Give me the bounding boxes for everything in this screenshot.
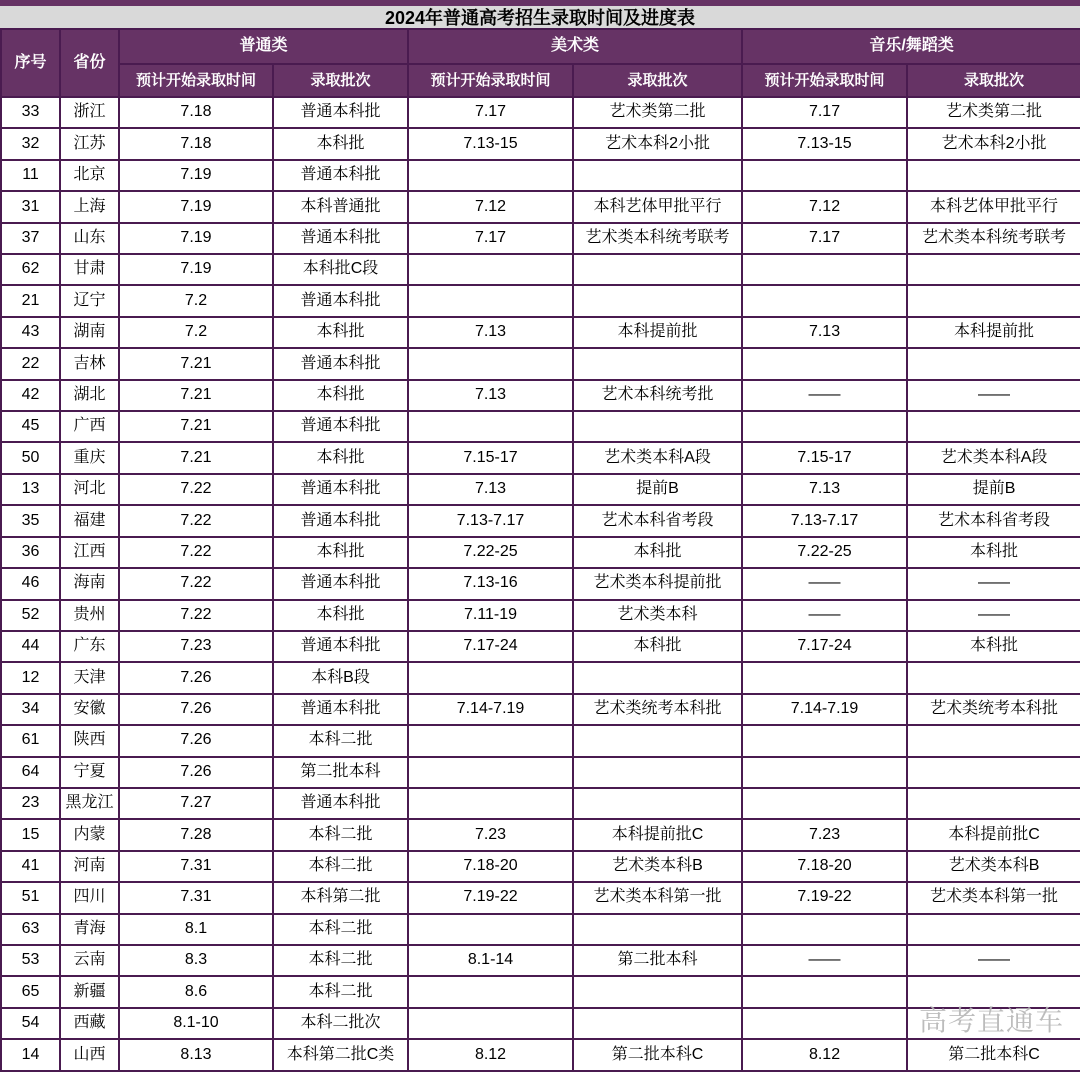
header-group-row	[1, 29, 1080, 64]
cell-province: 湖南	[60, 317, 119, 348]
cell-art_batch	[573, 285, 742, 316]
col-header-province: 省份	[60, 29, 119, 97]
cell-regular_batch: 本科二批	[273, 914, 408, 945]
cell-art_time: 7.18-20	[408, 851, 573, 882]
cell-regular_batch: 本科批	[273, 537, 408, 568]
table-row	[1, 976, 1080, 1007]
table-row	[1, 380, 1080, 411]
cell-regular_time: 8.13	[119, 1039, 273, 1071]
cell-art_time: 7.13-15	[408, 128, 573, 159]
cell-music_batch: ——	[907, 568, 1080, 599]
cell-regular_time: 7.18	[119, 97, 273, 128]
cell-regular_batch: 普通本科批	[273, 97, 408, 128]
cell-music_batch: ——	[907, 600, 1080, 631]
cell-province: 天津	[60, 662, 119, 693]
cell-regular_batch: 本科批	[273, 600, 408, 631]
cell-no: 50	[1, 442, 60, 473]
cell-music_time: 7.13-15	[742, 128, 907, 159]
cell-regular_batch: 普通本科批	[273, 568, 408, 599]
cell-music_time: 7.14-7.19	[742, 694, 907, 725]
cell-regular_batch: 普通本科批	[273, 631, 408, 662]
table-row	[1, 788, 1080, 819]
table-row	[1, 505, 1080, 536]
cell-regular_time: 7.26	[119, 694, 273, 725]
cell-art_batch: 艺术类统考本科批	[573, 694, 742, 725]
cell-art_batch	[573, 411, 742, 442]
cell-regular_time: 7.18	[119, 128, 273, 159]
cell-art_batch: 艺术类本科统考联考	[573, 223, 742, 254]
cell-art_batch: 本科提前批	[573, 317, 742, 348]
cell-music_batch: 提前B	[907, 474, 1080, 505]
table-row	[1, 662, 1080, 693]
cell-regular_batch: 普通本科批	[273, 160, 408, 191]
table-row	[1, 317, 1080, 348]
cell-regular_batch: 本科二批	[273, 976, 408, 1007]
table-row	[1, 254, 1080, 285]
cell-art_time	[408, 757, 573, 788]
cell-regular_time: 7.23	[119, 631, 273, 662]
cell-art_time: 8.12	[408, 1039, 573, 1071]
cell-music_time: 7.13-7.17	[742, 505, 907, 536]
cell-music_batch	[907, 254, 1080, 285]
cell-no: 23	[1, 788, 60, 819]
cell-art_batch	[573, 160, 742, 191]
cell-music_batch: 本科批	[907, 537, 1080, 568]
cell-regular_batch: 普通本科批	[273, 474, 408, 505]
cell-regular_batch: 本科普通批	[273, 191, 408, 222]
cell-music_time	[742, 976, 907, 1007]
cell-music_time: 7.18-20	[742, 851, 907, 882]
cell-no: 62	[1, 254, 60, 285]
cell-music_batch: 本科提前批	[907, 317, 1080, 348]
cell-art_batch	[573, 1008, 742, 1039]
cell-art_time: 7.13	[408, 317, 573, 348]
cell-music_time: 7.12	[742, 191, 907, 222]
table-row	[1, 725, 1080, 756]
cell-province: 福建	[60, 505, 119, 536]
cell-province: 海南	[60, 568, 119, 599]
cell-art_time: 7.12	[408, 191, 573, 222]
table-row	[1, 97, 1080, 128]
cell-regular_time: 7.21	[119, 442, 273, 473]
cell-regular_time: 7.21	[119, 348, 273, 379]
cell-art_time	[408, 1008, 573, 1039]
admission-schedule-table	[0, 28, 1080, 1072]
cell-province: 西藏	[60, 1008, 119, 1039]
cell-province: 河南	[60, 851, 119, 882]
col-header-music-time: 预计开始录取时间	[742, 64, 907, 97]
cell-art_batch	[573, 788, 742, 819]
cell-art_batch: 艺术本科省考段	[573, 505, 742, 536]
cell-no: 45	[1, 411, 60, 442]
cell-regular_batch: 本科批	[273, 380, 408, 411]
cell-art_batch: 本科批	[573, 631, 742, 662]
cell-regular_time: 8.1-10	[119, 1008, 273, 1039]
cell-no: 61	[1, 725, 60, 756]
cell-music_time	[742, 160, 907, 191]
cell-no: 12	[1, 662, 60, 693]
cell-art_batch	[573, 662, 742, 693]
cell-no: 31	[1, 191, 60, 222]
cell-art_batch: 本科批	[573, 537, 742, 568]
table-row	[1, 191, 1080, 222]
cell-regular_batch: 本科第二批	[273, 882, 408, 913]
cell-art_time: 7.22-25	[408, 537, 573, 568]
cell-music_batch	[907, 725, 1080, 756]
table-row	[1, 819, 1080, 850]
cell-no: 21	[1, 285, 60, 316]
page-title: 2024年普通高考招生录取时间及进度表	[384, 8, 696, 28]
cell-regular_time: 7.26	[119, 725, 273, 756]
cell-province: 重庆	[60, 442, 119, 473]
cell-province: 新疆	[60, 976, 119, 1007]
cell-music_time	[742, 757, 907, 788]
table-row	[1, 1039, 1080, 1071]
cell-art_batch: 艺术类本科B	[573, 851, 742, 882]
cell-no: 54	[1, 1008, 60, 1039]
cell-no: 64	[1, 757, 60, 788]
cell-art_time: 7.13	[408, 474, 573, 505]
cell-art_time	[408, 662, 573, 693]
cell-art_batch: 艺术本科统考批	[573, 380, 742, 411]
group-header-art: 美术类	[408, 29, 742, 64]
cell-art_batch: 提前B	[573, 474, 742, 505]
watermark-logo: 高考直通车	[918, 1005, 1064, 1036]
cell-music_time: 7.17	[742, 97, 907, 128]
cell-art_time	[408, 285, 573, 316]
cell-music_batch	[907, 662, 1080, 693]
cell-music_time	[742, 411, 907, 442]
cell-music_time: 7.13	[742, 317, 907, 348]
cell-art_time	[408, 254, 573, 285]
cell-music_batch: 艺术类第二批	[907, 97, 1080, 128]
cell-music_batch	[907, 411, 1080, 442]
cell-music_time: 7.19-22	[742, 882, 907, 913]
cell-province: 贵州	[60, 600, 119, 631]
cell-regular_batch: 普通本科批	[273, 788, 408, 819]
cell-regular_batch: 普通本科批	[273, 285, 408, 316]
cell-music_batch: 艺术类本科第一批	[907, 882, 1080, 913]
header-sub-row	[1, 64, 1080, 97]
cell-music_batch: 本科艺体甲批平行	[907, 191, 1080, 222]
cell-no: 37	[1, 223, 60, 254]
cell-art_batch: 艺术类本科提前批	[573, 568, 742, 599]
cell-regular_time: 7.22	[119, 600, 273, 631]
cell-music_batch: 第二批本科C	[907, 1039, 1080, 1071]
cell-art_time: 7.13-7.17	[408, 505, 573, 536]
cell-music_batch	[907, 1008, 1080, 1039]
cell-province: 陕西	[60, 725, 119, 756]
cell-art_batch: 艺术本科2小批	[573, 128, 742, 159]
cell-music_batch: ——	[907, 380, 1080, 411]
cell-music_batch	[907, 976, 1080, 1007]
cell-regular_batch: 本科二批	[273, 725, 408, 756]
cell-regular_time: 7.22	[119, 537, 273, 568]
cell-regular_time: 7.2	[119, 317, 273, 348]
cell-art_time	[408, 976, 573, 1007]
cell-regular_batch: 普通本科批	[273, 411, 408, 442]
cell-art_time: 7.14-7.19	[408, 694, 573, 725]
cell-no: 63	[1, 914, 60, 945]
cell-no: 34	[1, 694, 60, 725]
col-header-regular-batch: 录取批次	[273, 64, 408, 97]
table-row	[1, 1008, 1080, 1039]
cell-music_time	[742, 285, 907, 316]
cell-music_time	[742, 1008, 907, 1039]
cell-music_time: ——	[742, 945, 907, 976]
cell-regular_time: 7.22	[119, 568, 273, 599]
cell-art_time	[408, 348, 573, 379]
table-row	[1, 442, 1080, 473]
cell-music_time: 7.23	[742, 819, 907, 850]
cell-music_time: ——	[742, 380, 907, 411]
cell-music_time: ——	[742, 568, 907, 599]
cell-music_batch: 艺术类本科统考联考	[907, 223, 1080, 254]
col-header-music-batch: 录取批次	[907, 64, 1080, 97]
cell-province: 山东	[60, 223, 119, 254]
cell-regular_batch: 第二批本科	[273, 757, 408, 788]
table-body	[1, 97, 1080, 1071]
title-band	[0, 6, 1080, 28]
cell-regular_batch: 普通本科批	[273, 694, 408, 725]
cell-music_time: 8.12	[742, 1039, 907, 1071]
cell-music_time: 7.22-25	[742, 537, 907, 568]
cell-regular_batch: 本科批	[273, 128, 408, 159]
cell-regular_time: 7.2	[119, 285, 273, 316]
cell-regular_time: 7.21	[119, 411, 273, 442]
cell-music_batch	[907, 914, 1080, 945]
cell-regular_batch: 普通本科批	[273, 505, 408, 536]
cell-no: 44	[1, 631, 60, 662]
cell-music_time	[742, 725, 907, 756]
cell-art_batch: 艺术类本科	[573, 600, 742, 631]
cell-province: 四川	[60, 882, 119, 913]
col-header-regular-time: 预计开始录取时间	[119, 64, 273, 97]
col-header-art-batch: 录取批次	[573, 64, 742, 97]
cell-music_batch: 艺术本科2小批	[907, 128, 1080, 159]
cell-no: 52	[1, 600, 60, 631]
cell-regular_time: 7.28	[119, 819, 273, 850]
table-row	[1, 631, 1080, 662]
cell-music_batch	[907, 285, 1080, 316]
group-header-regular: 普通类	[119, 29, 408, 64]
cell-art_batch	[573, 976, 742, 1007]
cell-province: 江苏	[60, 128, 119, 159]
group-header-music: 音乐/舞蹈类	[742, 29, 1080, 64]
cell-art_time	[408, 788, 573, 819]
cell-no: 65	[1, 976, 60, 1007]
cell-regular_time: 7.19	[119, 160, 273, 191]
cell-music_batch	[907, 788, 1080, 819]
cell-no: 15	[1, 819, 60, 850]
cell-art_batch: 本科提前批C	[573, 819, 742, 850]
cell-art_time: 7.15-17	[408, 442, 573, 473]
cell-province: 湖北	[60, 380, 119, 411]
table-row	[1, 568, 1080, 599]
cell-province: 山西	[60, 1039, 119, 1071]
table-row	[1, 128, 1080, 159]
table-row	[1, 945, 1080, 976]
cell-art_batch: 艺术类本科A段	[573, 442, 742, 473]
cell-regular_batch: 本科二批	[273, 851, 408, 882]
cell-art_time: 7.13	[408, 380, 573, 411]
cell-art_time	[408, 411, 573, 442]
cell-art_time	[408, 160, 573, 191]
cell-province: 青海	[60, 914, 119, 945]
table-row	[1, 160, 1080, 191]
cell-province: 浙江	[60, 97, 119, 128]
cell-province: 上海	[60, 191, 119, 222]
cell-art_time: 7.11-19	[408, 600, 573, 631]
cell-no: 14	[1, 1039, 60, 1071]
cell-music_time	[742, 662, 907, 693]
cell-regular_batch: 本科第二批C类	[273, 1039, 408, 1071]
cell-art_batch	[573, 348, 742, 379]
cell-province: 辽宁	[60, 285, 119, 316]
cell-province: 安徽	[60, 694, 119, 725]
cell-no: 43	[1, 317, 60, 348]
cell-regular_time: 7.21	[119, 380, 273, 411]
cell-art_time: 7.13-16	[408, 568, 573, 599]
cell-no: 41	[1, 851, 60, 882]
cell-regular_time: 7.22	[119, 474, 273, 505]
col-header-no: 序号	[1, 29, 60, 97]
cell-no: 35	[1, 505, 60, 536]
cell-art_time: 7.17	[408, 223, 573, 254]
cell-music_batch	[907, 348, 1080, 379]
cell-no: 22	[1, 348, 60, 379]
table-row	[1, 285, 1080, 316]
cell-province: 甘肃	[60, 254, 119, 285]
cell-music_time	[742, 348, 907, 379]
cell-art_batch: 本科艺体甲批平行	[573, 191, 742, 222]
cell-regular_time: 7.19	[119, 254, 273, 285]
cell-art_batch: 艺术类第二批	[573, 97, 742, 128]
cell-no: 51	[1, 882, 60, 913]
cell-province: 黑龙江	[60, 788, 119, 819]
cell-music_batch: 本科批	[907, 631, 1080, 662]
cell-music_time	[742, 914, 907, 945]
cell-art_time: 8.1-14	[408, 945, 573, 976]
cell-art_time: 7.17-24	[408, 631, 573, 662]
table-row	[1, 223, 1080, 254]
cell-music_time: ——	[742, 600, 907, 631]
cell-no: 46	[1, 568, 60, 599]
cell-regular_batch: 普通本科批	[273, 348, 408, 379]
cell-art_batch	[573, 757, 742, 788]
cell-regular_batch: 本科批	[273, 442, 408, 473]
cell-music_time	[742, 788, 907, 819]
cell-art_time	[408, 725, 573, 756]
cell-art_time	[408, 914, 573, 945]
cell-art_time: 7.19-22	[408, 882, 573, 913]
cell-music_time: 7.15-17	[742, 442, 907, 473]
cell-regular_time: 7.26	[119, 662, 273, 693]
cell-province: 江西	[60, 537, 119, 568]
table-row	[1, 600, 1080, 631]
cell-art_batch: 第二批本科C	[573, 1039, 742, 1071]
cell-regular_batch: 本科B段	[273, 662, 408, 693]
cell-regular_batch: 本科批	[273, 317, 408, 348]
cell-no: 32	[1, 128, 60, 159]
cell-art_batch	[573, 725, 742, 756]
cell-regular_time: 7.19	[119, 223, 273, 254]
cell-music_batch: 艺术本科省考段	[907, 505, 1080, 536]
table-row	[1, 348, 1080, 379]
cell-art_batch	[573, 254, 742, 285]
cell-music_batch	[907, 160, 1080, 191]
cell-music_batch: 本科提前批C	[907, 819, 1080, 850]
col-header-art-time: 预计开始录取时间	[408, 64, 573, 97]
cell-music_batch: ——	[907, 945, 1080, 976]
cell-regular_time: 7.27	[119, 788, 273, 819]
cell-regular_batch: 本科二批	[273, 819, 408, 850]
cell-music_batch	[907, 757, 1080, 788]
cell-province: 宁夏	[60, 757, 119, 788]
cell-no: 53	[1, 945, 60, 976]
cell-music_batch: 艺术类本科B	[907, 851, 1080, 882]
cell-province: 北京	[60, 160, 119, 191]
table-row	[1, 537, 1080, 568]
table-row	[1, 882, 1080, 913]
table-row	[1, 411, 1080, 442]
cell-regular_time: 7.22	[119, 505, 273, 536]
table-row	[1, 851, 1080, 882]
cell-province: 吉林	[60, 348, 119, 379]
cell-music_time: 7.13	[742, 474, 907, 505]
cell-regular_time: 7.31	[119, 851, 273, 882]
cell-art_time: 7.23	[408, 819, 573, 850]
cell-music_time: 7.17-24	[742, 631, 907, 662]
cell-province: 河北	[60, 474, 119, 505]
cell-music_time: 7.17	[742, 223, 907, 254]
table-row	[1, 757, 1080, 788]
cell-province: 广西	[60, 411, 119, 442]
cell-regular_time: 7.26	[119, 757, 273, 788]
cell-no: 42	[1, 380, 60, 411]
cell-music_time	[742, 254, 907, 285]
table-row	[1, 914, 1080, 945]
cell-art_time: 7.17	[408, 97, 573, 128]
cell-no: 33	[1, 97, 60, 128]
cell-province: 云南	[60, 945, 119, 976]
table-row	[1, 694, 1080, 725]
cell-province: 内蒙	[60, 819, 119, 850]
cell-art_batch: 艺术类本科第一批	[573, 882, 742, 913]
cell-music_batch: 艺术类统考本科批	[907, 694, 1080, 725]
cell-regular_batch: 本科二批次	[273, 1008, 408, 1039]
cell-regular_time: 7.19	[119, 191, 273, 222]
cell-regular_time: 8.1	[119, 914, 273, 945]
table-row	[1, 474, 1080, 505]
cell-regular_batch: 本科批C段	[273, 254, 408, 285]
cell-province: 广东	[60, 631, 119, 662]
cell-no: 11	[1, 160, 60, 191]
cell-regular_time: 8.3	[119, 945, 273, 976]
cell-regular_time: 8.6	[119, 976, 273, 1007]
cell-regular_batch: 本科二批	[273, 945, 408, 976]
cell-art_batch	[573, 914, 742, 945]
cell-music_batch: 艺术类本科A段	[907, 442, 1080, 473]
cell-regular_time: 7.31	[119, 882, 273, 913]
cell-no: 13	[1, 474, 60, 505]
cell-art_batch: 第二批本科	[573, 945, 742, 976]
cell-no: 36	[1, 537, 60, 568]
cell-regular_batch: 普通本科批	[273, 223, 408, 254]
